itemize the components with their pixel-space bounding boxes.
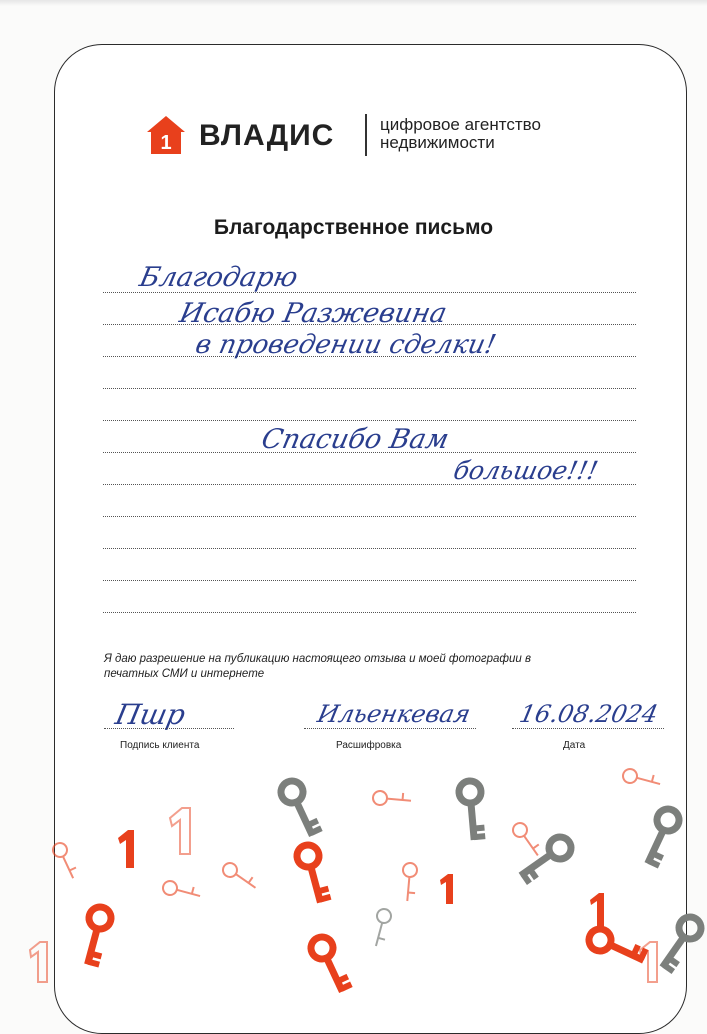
date-value: 16.08.2024 — [517, 700, 661, 728]
letter-title: Благодарственное письмо — [213, 216, 494, 239]
logo-divider — [365, 114, 367, 156]
house-key-icon — [145, 114, 187, 156]
client-signature: Пшр — [112, 698, 189, 731]
client-signature-label: Подпись клиента — [120, 740, 200, 751]
logo-digit: 1 — [160, 132, 172, 154]
handwritten-line: Исабю Разжевина — [176, 298, 450, 329]
ruled-line — [103, 516, 636, 517]
scan-edge — [0, 0, 707, 6]
orange-key-icon — [281, 841, 348, 905]
thin-key-icon — [509, 822, 543, 856]
orange-key-icon — [65, 903, 129, 970]
gray-key-icon — [655, 915, 707, 973]
ruled-line — [103, 388, 636, 389]
thin-key-icon — [620, 759, 660, 799]
brand-tagline — [380, 116, 541, 152]
ruled-line — [103, 420, 636, 421]
gray-key-icon — [270, 778, 333, 838]
handwritten-line: в проведении сделки! — [192, 330, 499, 360]
brand-logo — [145, 110, 615, 158]
consent-text: Я даю разрешение на публикацию настоящего отзыва и моей фотографии в печатных СМИ и интернете — [104, 653, 531, 680]
gray-key-icon — [632, 806, 692, 869]
ruled-line — [103, 548, 636, 549]
decryption-line — [304, 728, 476, 729]
handwritten-line: Благодарю — [136, 262, 301, 293]
decryption-value: Ильенкевая — [315, 700, 473, 728]
decryption-label: Расшифровка — [336, 740, 402, 751]
thin-key-icon — [160, 871, 200, 911]
thin-key-icon — [46, 841, 83, 878]
brand-name: ВЛАДИС — [199, 119, 335, 152]
signature-line — [104, 728, 234, 729]
orange-key-icon — [300, 934, 363, 994]
thin-key-icon — [222, 859, 256, 893]
gray-key-icon — [440, 777, 508, 844]
tagline-line2: недвижимости — [380, 133, 495, 152]
handwritten-line: Спасибо Вам — [258, 424, 452, 455]
date-label: Дата — [563, 740, 586, 751]
orange-key-icon — [586, 916, 649, 976]
ruled-line — [103, 580, 636, 581]
tagline-line1: цифровое агентство — [380, 115, 541, 134]
thin-key-icon — [361, 906, 401, 946]
handwritten-line: большое!!! — [450, 456, 601, 485]
ruled-line — [103, 612, 636, 613]
thin-key-icon — [370, 778, 411, 819]
thin-key-icon — [389, 860, 430, 901]
decorative-keys-pattern — [0, 740, 707, 1000]
date-line — [512, 728, 664, 729]
